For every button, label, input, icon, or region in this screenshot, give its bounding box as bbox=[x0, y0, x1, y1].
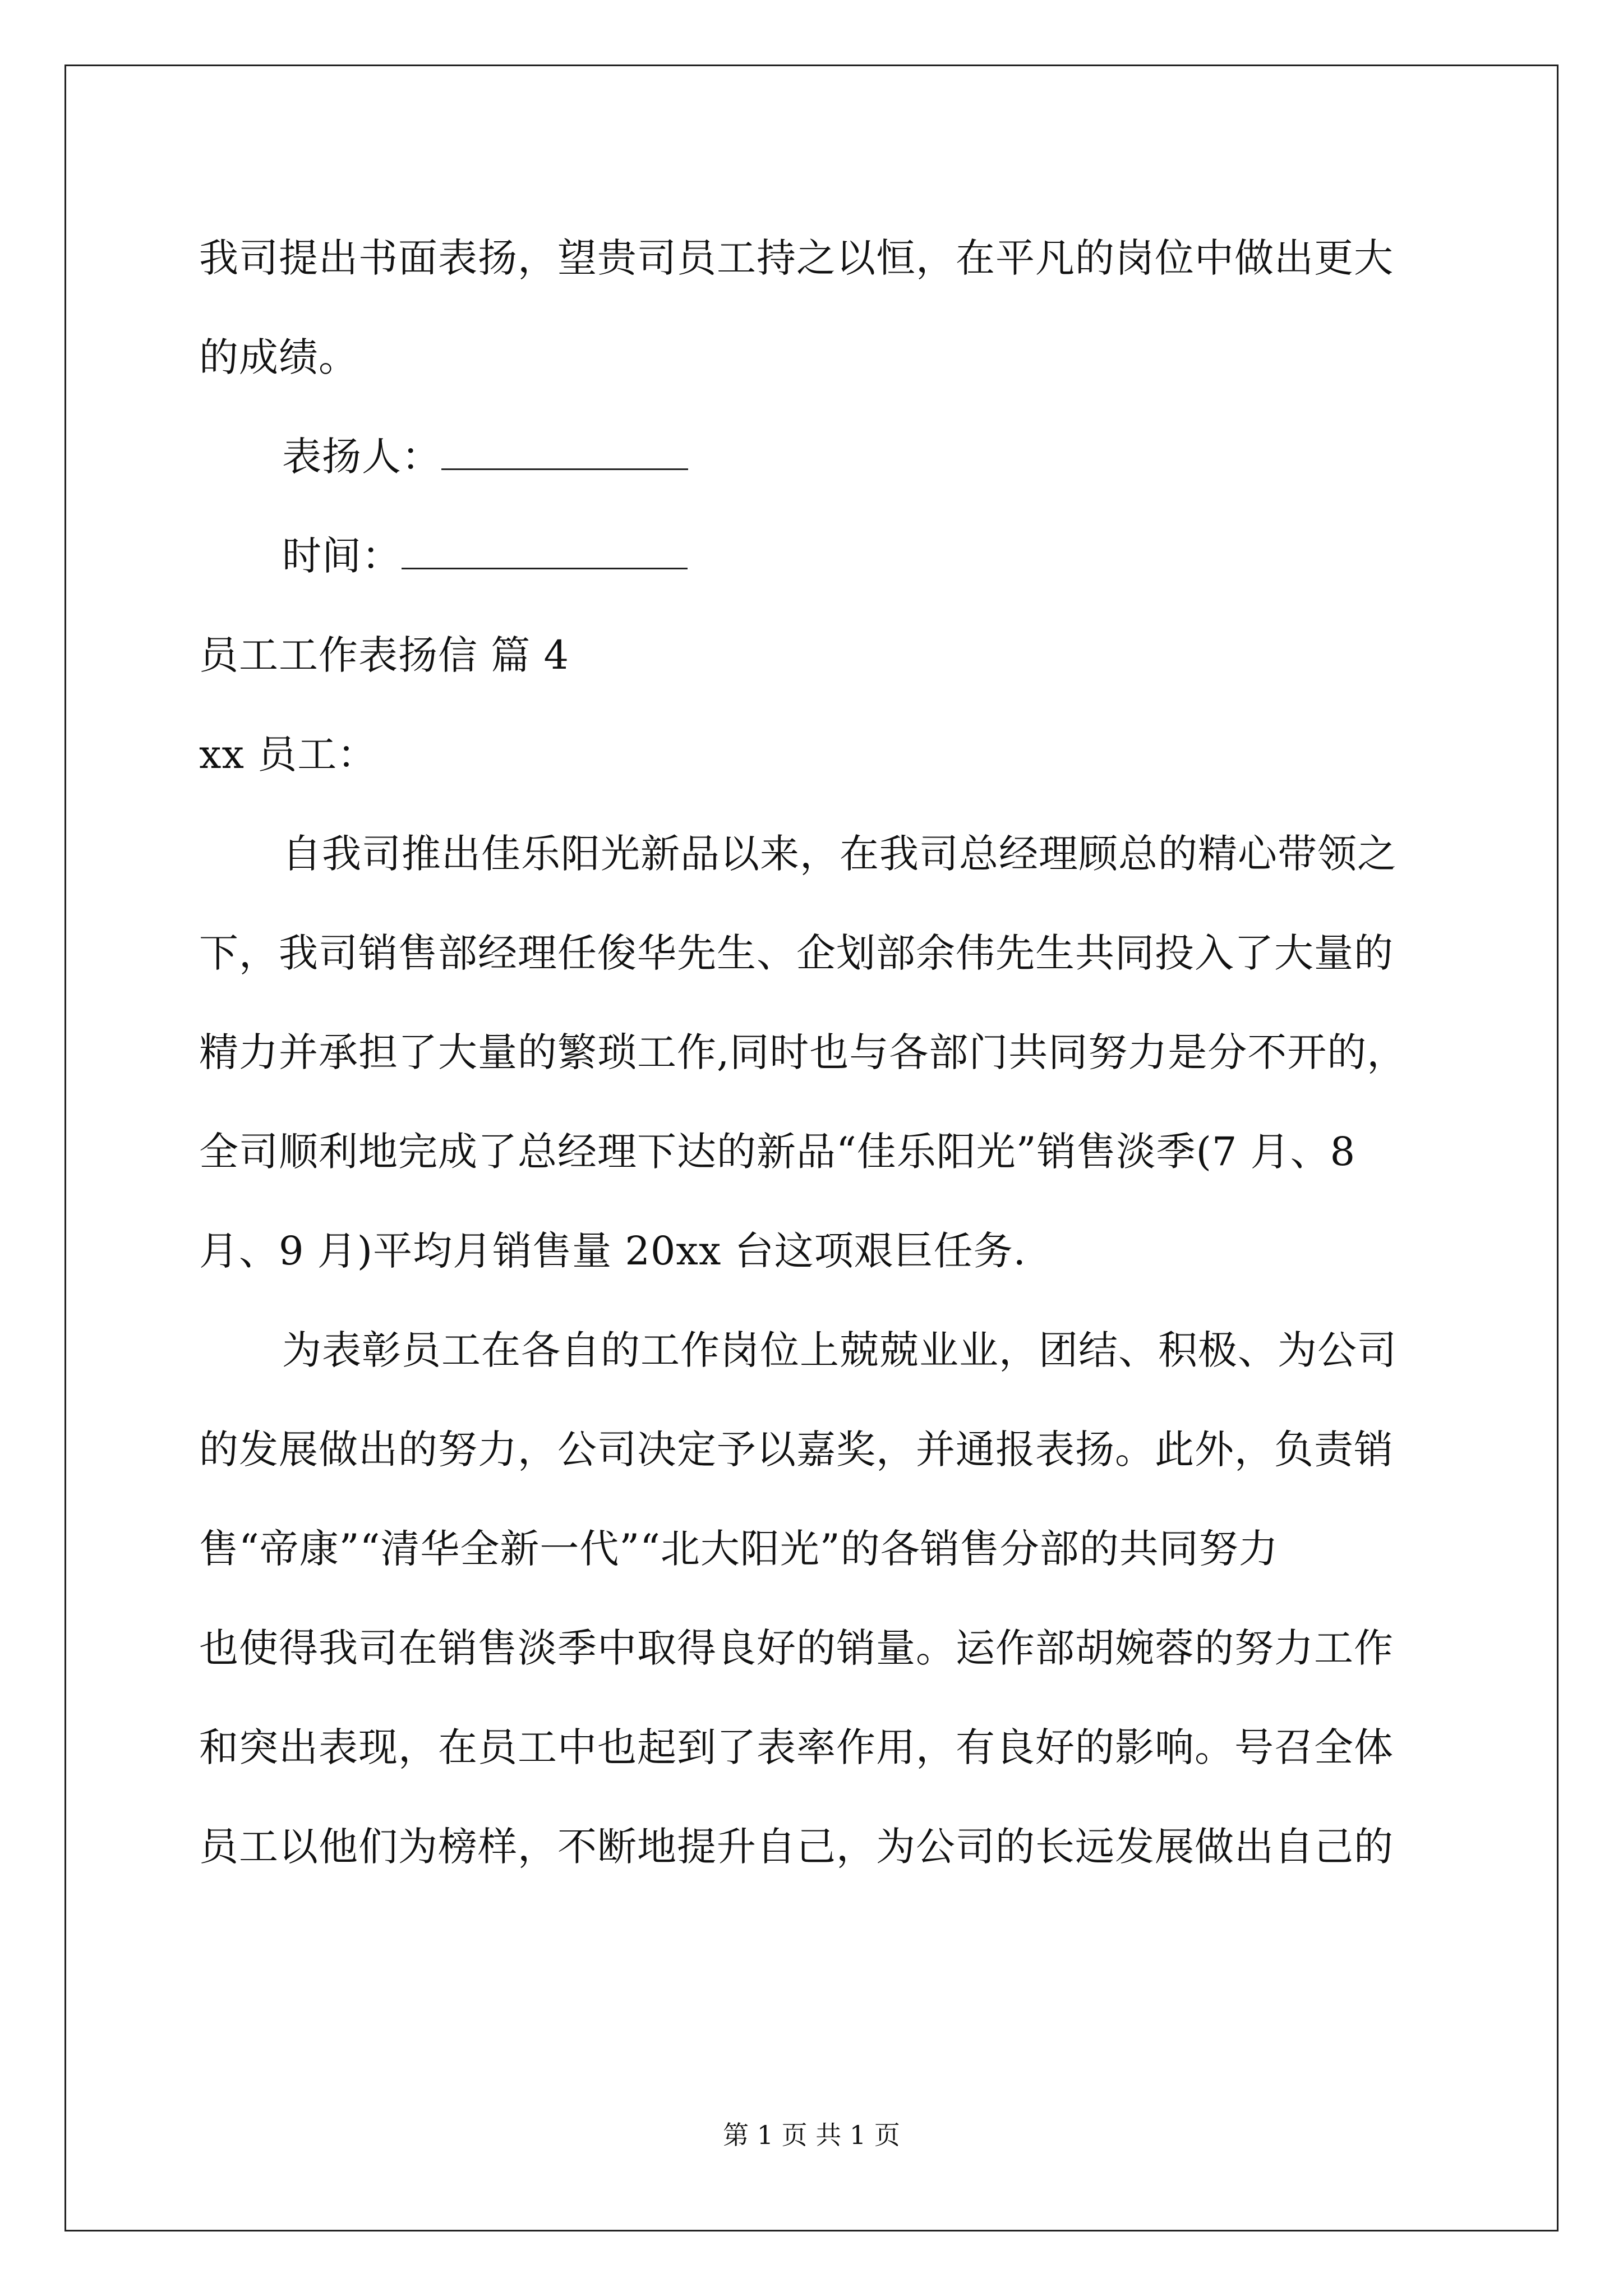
page-number-footer: 第 1 页 共 1 页 bbox=[723, 2120, 900, 2150]
body-line: 的发展做出的努力，公司决定予以嘉奖，并通报表扬。此外，负责销 bbox=[199, 1427, 1394, 1473]
date-label: 时间： bbox=[282, 533, 402, 579]
signer-label: 表扬人： bbox=[282, 434, 441, 480]
section-heading: 员工工作表扬信 篇 4 bbox=[199, 632, 570, 678]
signer-blank-line bbox=[441, 437, 688, 470]
body-line: 精力并承担了大量的繁琐工作,同时也与各部门共同努力是分不开的， bbox=[199, 1029, 1407, 1075]
date-blank-line bbox=[402, 536, 688, 569]
body-line: 下，我司销售部经理任俊华先生、企划部余伟先生共同投入了大量的 bbox=[199, 930, 1394, 976]
body-line: 为表彰员工在各自的工作岗位上兢兢业业，团结、积极、为公司 bbox=[282, 1327, 1397, 1373]
body-line: 售“帝康”“清华全新一代”“北大阳光”的各销售分部的共同努力 bbox=[199, 1526, 1279, 1572]
date-row bbox=[199, 507, 1433, 606]
body-line: 员工以他们为榜样，不断地提升自己，为公司的长远发展做出自己的 bbox=[199, 1824, 1394, 1870]
body-line: 的成绩。 bbox=[199, 334, 358, 380]
salutation: xx 员工： bbox=[199, 731, 377, 777]
body-line: 月、9 月)平均月销售量 20xx 台这项艰巨任务. bbox=[199, 1228, 1026, 1274]
body-line: 我司提出书面表扬，望贵司员工持之以恒，在平凡的岗位中做出更大 bbox=[199, 235, 1394, 281]
document-body bbox=[199, 209, 1433, 1897]
body-line: 全司顺利地完成了总经理下达的新品“佳乐阳光”销售淡季(7 月、8 bbox=[199, 1129, 1356, 1175]
body-line: 也使得我司在销售淡季中取得良好的销量。运作部胡婉蓉的努力工作 bbox=[199, 1625, 1394, 1671]
signer-row bbox=[199, 407, 1433, 507]
body-line: 和突出表现，在员工中也起到了表率作用，有良好的影响。号召全体 bbox=[199, 1724, 1394, 1770]
body-line: 自我司推出佳乐阳光新品以来，在我司总经理顾总的精心带领之 bbox=[282, 831, 1397, 877]
